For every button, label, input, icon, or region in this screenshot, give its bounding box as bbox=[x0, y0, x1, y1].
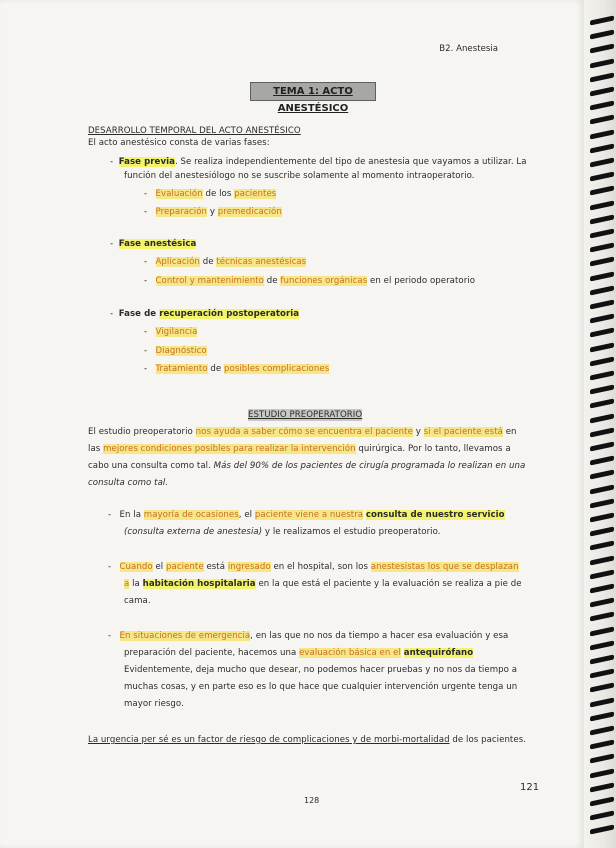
binding-coil bbox=[590, 583, 614, 593]
section-header: B2. Anestesia bbox=[439, 44, 498, 54]
binding-coil bbox=[590, 30, 614, 40]
binding-coil bbox=[590, 86, 614, 96]
p1-line1: El estudio preoperatorio nos ayuda a saber cómo se encuentra el paciente y si el paciente está en bbox=[88, 427, 517, 437]
section-heading-desarrollo: DESARROLLO TEMPORAL DEL ACTO ANESTÉSICO bbox=[88, 126, 301, 136]
p1-line3: cabo una consulta como tal. Más del 90% de los pacientes de cirugía programada lo realizan en una bbox=[88, 461, 526, 471]
binding-coil bbox=[590, 612, 614, 622]
binding-coil bbox=[590, 186, 614, 196]
binding-coil bbox=[590, 782, 614, 792]
binding-coil bbox=[590, 427, 614, 437]
phase-previa-label: Fase previa bbox=[118, 157, 175, 167]
binding-coil bbox=[590, 143, 614, 153]
phase-recuperacion-sub2: - Diagnóstico bbox=[144, 346, 207, 356]
binding-coil bbox=[590, 441, 614, 451]
binding-coil bbox=[590, 683, 614, 693]
binding-coil bbox=[590, 314, 614, 324]
binding-coil bbox=[590, 200, 614, 210]
bullet3-line4: muchas cosas, y en parte eso es lo que hace que cualquier intervención urgente tenga un bbox=[124, 682, 518, 692]
binding-coil bbox=[590, 654, 614, 664]
bullet3-line1: - En situaciones de emergencia, en las que no nos da tiempo a hacer esa evaluación y esa bbox=[108, 631, 509, 641]
binding-coil bbox=[590, 527, 614, 537]
binding-coil bbox=[590, 470, 614, 480]
section-heading-preoperatorio: ESTUDIO PREOPERATORIO bbox=[248, 410, 363, 420]
bullet2-line3: cama. bbox=[124, 596, 151, 606]
phase-recuperacion-label: recuperación postoperatoria bbox=[159, 309, 300, 319]
binding-coil bbox=[590, 271, 614, 281]
phase-previa-line2: función del anestesiólogo no se suscribe solamente al momento intraoperatorio. bbox=[124, 171, 475, 181]
phase-previa-sub1: - Evaluación de los pacientes bbox=[144, 189, 277, 199]
phase-recuperacion-line: - Fase de recuperación postoperatoria bbox=[110, 309, 300, 319]
phase-recuperacion-sub1: - Vigilancia bbox=[144, 327, 198, 337]
binding-coil bbox=[590, 399, 614, 409]
binding-coil bbox=[590, 115, 614, 125]
binding-coil bbox=[590, 72, 614, 82]
binding-coil bbox=[590, 15, 614, 25]
binding-coil bbox=[590, 740, 614, 750]
binding-coil bbox=[590, 768, 614, 778]
phase-anestesica-label: Fase anestésica bbox=[118, 239, 197, 249]
spiral-binding bbox=[584, 0, 616, 848]
binding-coil bbox=[590, 512, 614, 522]
binding-coil bbox=[590, 484, 614, 494]
binding-coil bbox=[590, 58, 614, 68]
bullet3-line5: mayor riesgo. bbox=[124, 699, 184, 709]
phase-previa-line1: - Fase previa. Se realiza independientemente del tipo de anestesia que vayamos a utilizar. La bbox=[110, 157, 527, 167]
binding-coil bbox=[590, 356, 614, 366]
binding-coil bbox=[590, 626, 614, 636]
bullet3-line3: Evidentemente, deja mucho que desear, no podemos hacer pruebas y no nos da tiempo a bbox=[124, 665, 518, 675]
binding-coil bbox=[590, 44, 614, 54]
binding-coil bbox=[590, 825, 614, 835]
page-title: TEMA 1: ACTO ANESTÉSICO bbox=[250, 82, 376, 101]
binding-coil bbox=[590, 172, 614, 182]
intro-text: El acto anestésico consta de varias fases: bbox=[88, 138, 270, 148]
binding-coil bbox=[590, 796, 614, 806]
binding-coil bbox=[590, 157, 614, 167]
binding-coil bbox=[590, 569, 614, 579]
binding-coil bbox=[590, 640, 614, 650]
binding-coil bbox=[590, 243, 614, 253]
phase-anestesica-line: - Fase anestésica bbox=[110, 239, 197, 249]
binding-coil bbox=[590, 811, 614, 821]
binding-coil bbox=[590, 370, 614, 380]
bullet2-line1: - Cuando el paciente está ingresado en el hospital, son los anestesistas los que se desplazan bbox=[108, 562, 519, 572]
binding-coil bbox=[590, 285, 614, 295]
binding-coil bbox=[590, 456, 614, 466]
phase-recuperacion-sub3: - Tratamiento de posibles complicaciones bbox=[144, 364, 330, 374]
bullet3-line2: preparación del paciente, hacemos una evaluación básica en el antequirófano bbox=[124, 648, 474, 658]
binding-coil bbox=[590, 328, 614, 338]
p1-line2: las mejores condiciones posibles para realizar la intervención quirúrgica. Por lo tanto, llevamos a bbox=[88, 444, 511, 454]
binding-coil bbox=[590, 101, 614, 111]
final-sentence: La urgencia per sé es un factor de riesgo de complicaciones y de morbi-mortalidad de los pacientes. bbox=[88, 735, 527, 745]
page-number-center: 128 bbox=[304, 796, 320, 805]
binding-coil bbox=[590, 541, 614, 551]
binding-coil bbox=[590, 214, 614, 224]
phase-previa-sub2: - Preparación y premedicación bbox=[144, 207, 282, 217]
bullet1-line1: - En la mayoría de ocasiones, el paciente viene a nuestra consulta de nuestro servicio bbox=[108, 510, 505, 520]
phase-anestesica-sub2: - Control y mantenimiento de funciones orgánicas en el periodo operatorio bbox=[144, 276, 476, 286]
binding-coil bbox=[590, 669, 614, 679]
phase-anestesica-sub1: - Aplicación de técnicas anestésicas bbox=[144, 257, 307, 267]
binding-coil bbox=[590, 257, 614, 267]
page-number-right: 121 bbox=[520, 782, 540, 793]
binding-coil bbox=[590, 754, 614, 764]
binding-coil bbox=[590, 697, 614, 707]
binding-coil bbox=[590, 711, 614, 721]
binding-coil bbox=[590, 598, 614, 608]
binding-coil bbox=[590, 385, 614, 395]
p1-line4: consulta como tal. bbox=[88, 478, 169, 488]
binding-coil bbox=[590, 725, 614, 735]
binding-coil bbox=[590, 228, 614, 238]
binding-coil bbox=[590, 299, 614, 309]
binding-coil bbox=[590, 498, 614, 508]
binding-coil bbox=[590, 129, 614, 139]
binding-coil bbox=[590, 555, 614, 565]
bullet1-line2: (consulta externa de anestesia) y le realizamos el estudio preoperatorio. bbox=[124, 527, 441, 537]
bullet2-line2: a la habitación hospitalaria en la que está el paciente y la evaluación se realiza a pie de bbox=[124, 579, 522, 589]
binding-coil bbox=[590, 413, 614, 423]
binding-coil bbox=[590, 342, 614, 352]
